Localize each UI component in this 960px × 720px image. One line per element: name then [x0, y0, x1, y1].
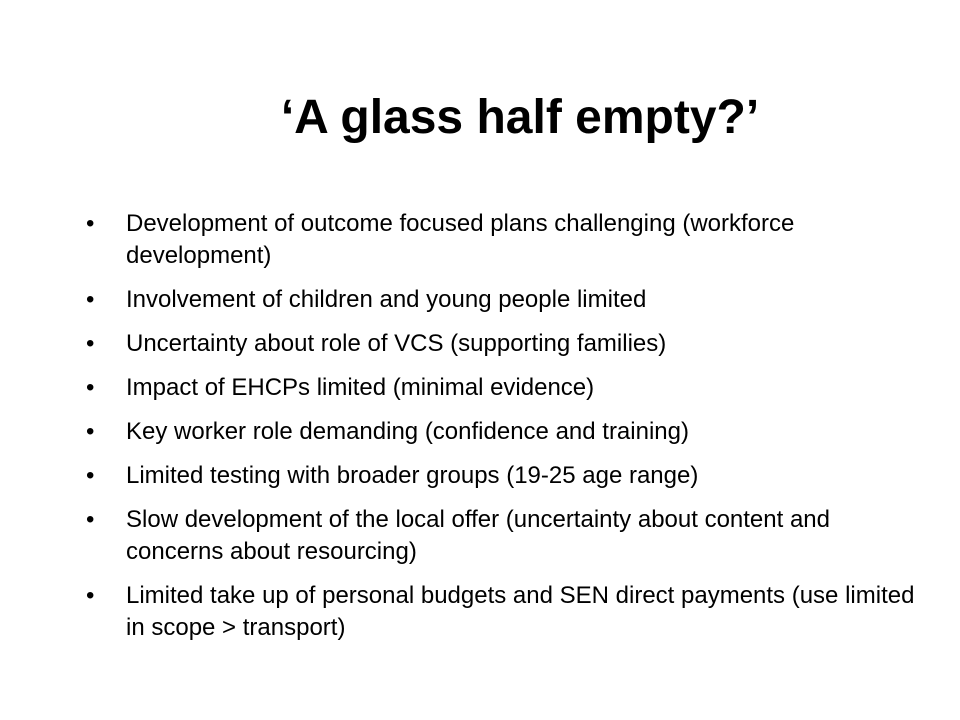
bullet-item	[86, 460, 916, 492]
bullet-marker: •	[86, 286, 95, 313]
bullet-marker: •	[86, 330, 95, 357]
bullet-item	[86, 580, 916, 644]
slide-title: ‘A glass half empty?’	[280, 91, 760, 144]
bullet-text: Limited testing with broader groups (19-25 age range)	[126, 462, 699, 489]
bullet-item	[86, 416, 916, 448]
bullet-text: Key worker role demanding (confidence and training)	[126, 418, 689, 445]
bullet-text: Slow development of the local offer (uncertainty about content and concerns about resourcing)	[126, 506, 831, 565]
bullet-text: Uncertainty about role of VCS (supporting families)	[126, 330, 667, 357]
bullet-item	[86, 372, 916, 404]
bullet-marker: •	[86, 374, 95, 401]
bullet-text: Impact of EHCPs limited (minimal evidence)	[126, 374, 595, 401]
bullet-item	[86, 328, 916, 360]
bullet-marker: •	[86, 210, 95, 237]
bullet-text: Limited take up of personal budgets and SEN direct payments (use limited in scope > transport)	[126, 582, 915, 641]
bullet-item	[86, 504, 916, 568]
bullet-marker: •	[86, 582, 95, 609]
bullet-marker: •	[86, 506, 95, 533]
bullet-text: Development of outcome focused plans challenging (workforce development)	[126, 210, 795, 269]
bullet-item	[86, 284, 916, 316]
bullet-item	[86, 208, 916, 272]
bullet-list	[86, 208, 916, 656]
bullet-marker: •	[86, 418, 95, 445]
bullet-text: Involvement of children and young people limited	[126, 286, 647, 313]
bullet-marker: •	[86, 462, 95, 489]
